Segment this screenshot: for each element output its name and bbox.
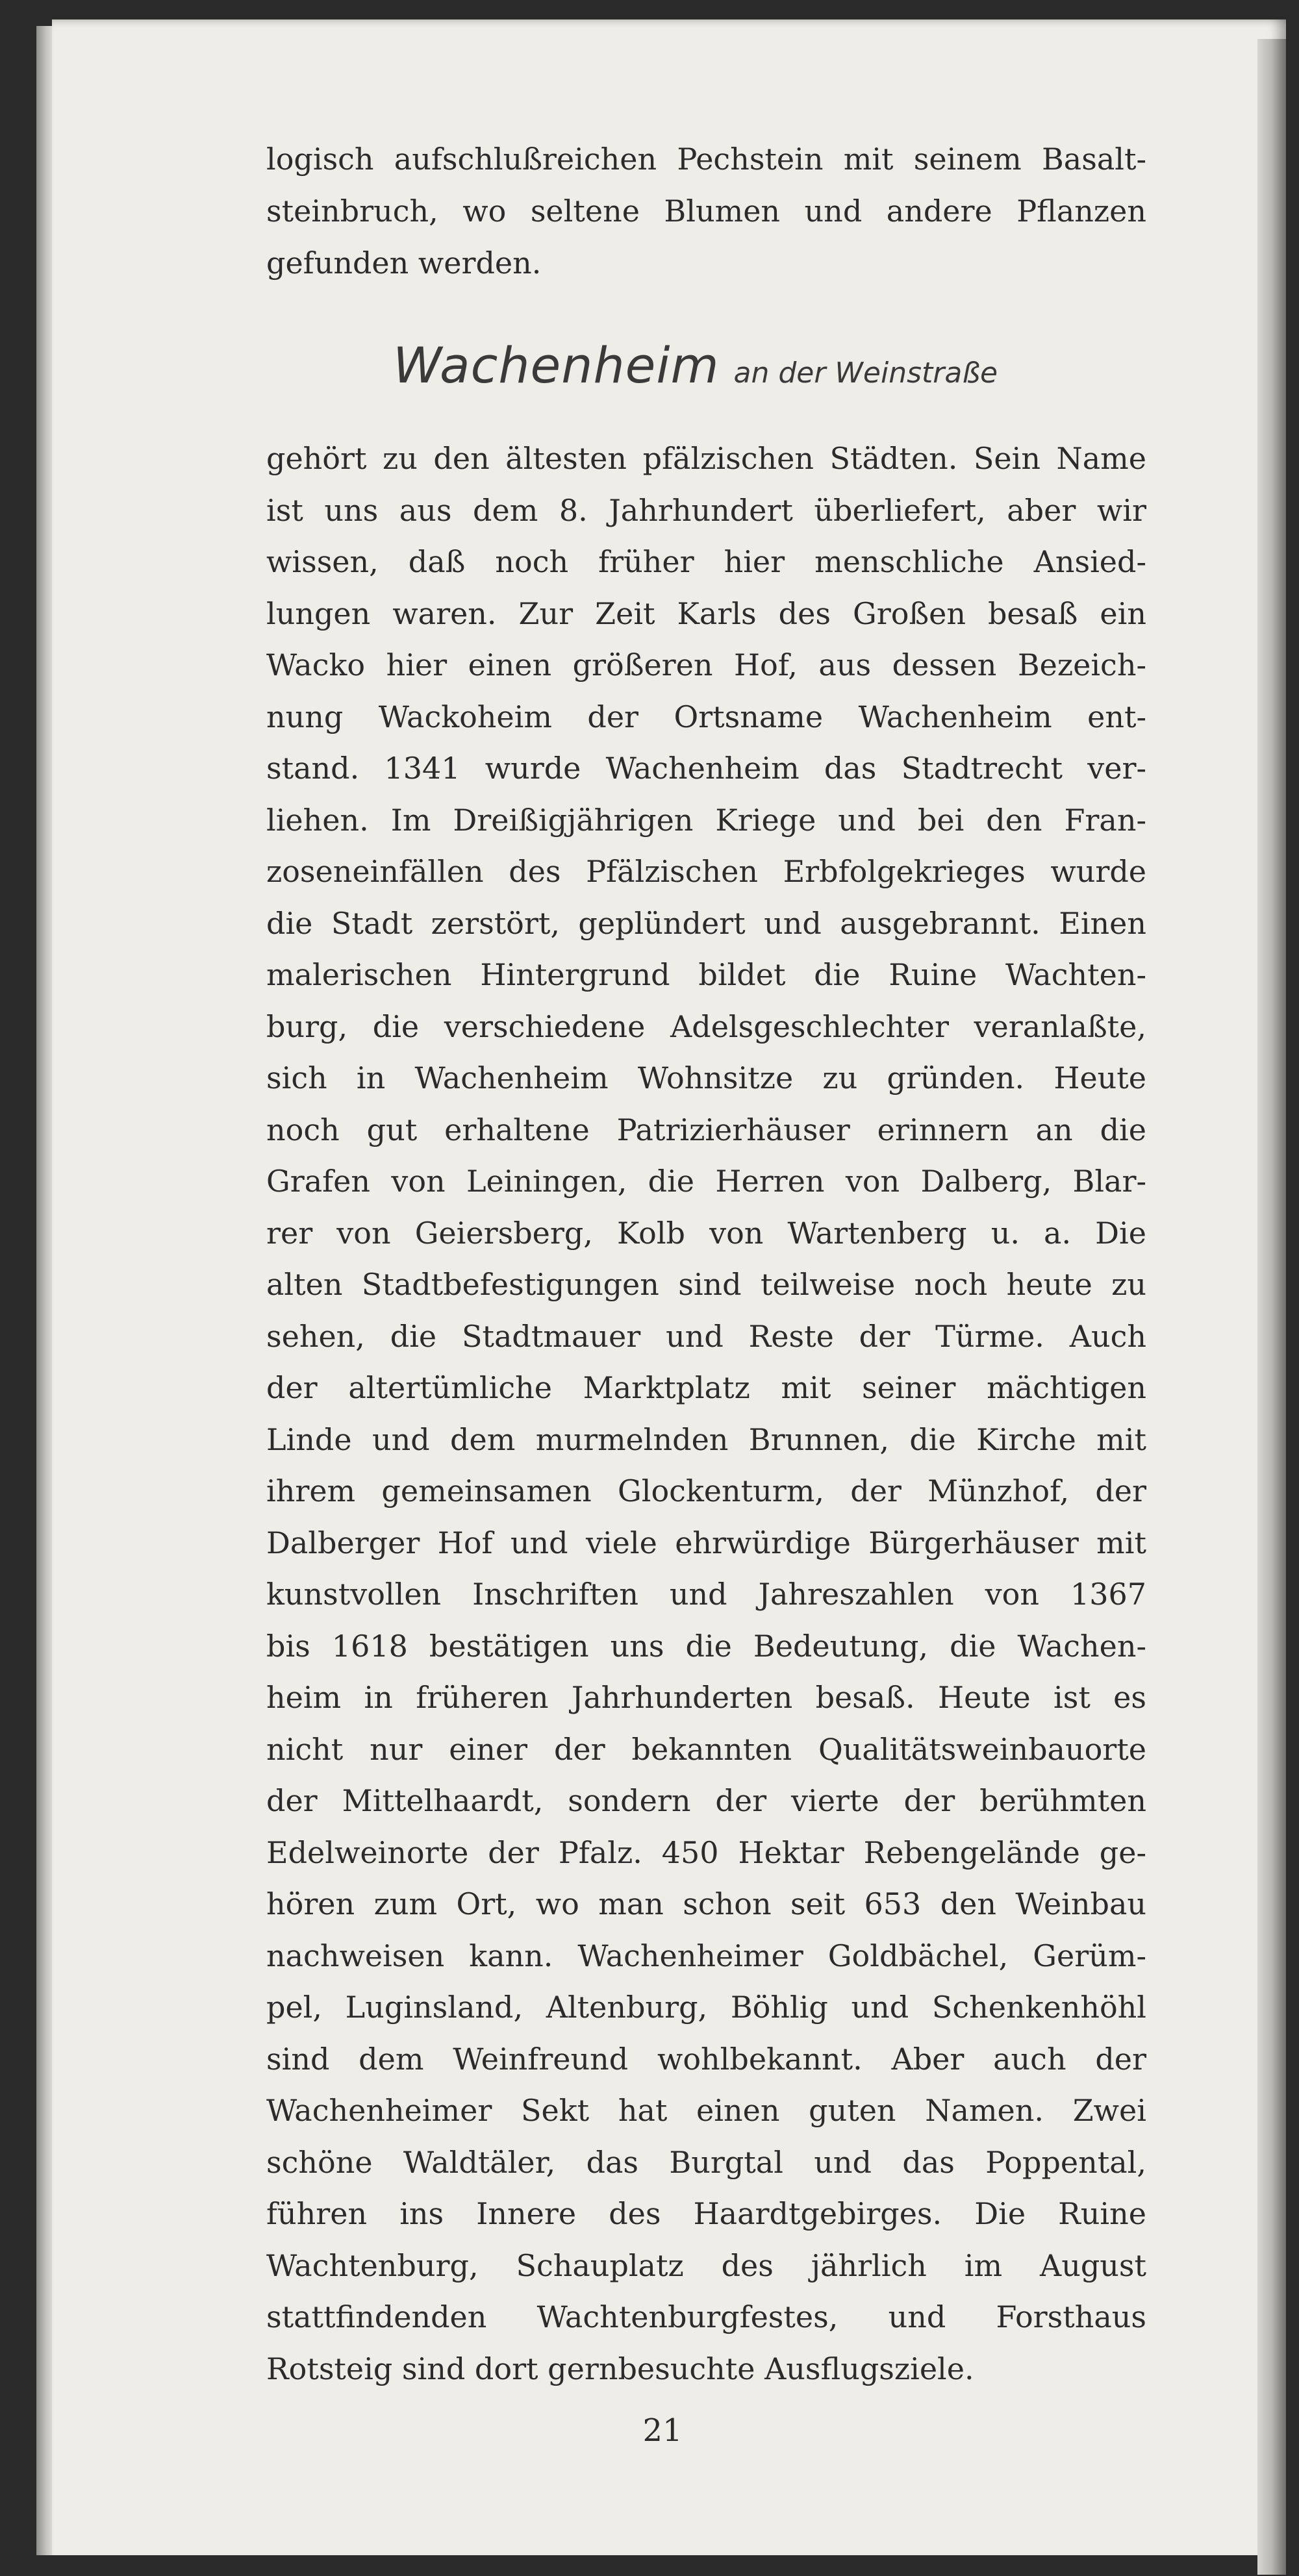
intro-line: logisch aufschlußreichen Pechstein mit seinem Basalt-: [266, 142, 1146, 177]
body-line: wissen, daß noch früher hier menschliche Ansied-: [266, 544, 1146, 579]
body-line: nachweisen kann. Wachenheimer Goldbächel, Gerüm-: [266, 1938, 1146, 1973]
body-line: der altertümliche Marktplatz mit seiner mächtigen: [266, 1370, 1146, 1405]
body-line: stattfindenden Wachtenburgfestes, und Forsthaus: [266, 2299, 1146, 2334]
body-line: der Mittelhaardt, sondern der vierte der berühmten: [266, 1783, 1146, 1818]
intro-paragraph: [266, 133, 1146, 289]
body-line: Linde und dem murmelnden Brunnen, die Kirche mit: [266, 1421, 1146, 1457]
body-line: sehen, die Stadtmauer und Reste der Türme. Auch: [266, 1318, 1146, 1354]
body-line: ihrem gemeinsamen Glockenturm, der Münzhof, der: [266, 1473, 1146, 1508]
body-line: malerischen Hintergrund bildet die Ruine Wachten-: [266, 957, 1146, 992]
section-heading: [393, 336, 1172, 394]
body-line: liehen. Im Dreißigjährigen Kriege und bei den Fran-: [266, 802, 1146, 838]
body-line: lungen waren. Zur Zeit Karls des Großen besaß ein: [266, 595, 1146, 631]
body-line: zoseneinfällen des Pfälzischen Erbfolgekrieges wurde: [266, 854, 1146, 889]
page-number: 21: [642, 2412, 683, 2449]
body-line: nung Wackoheim der Ortsname Wachenheim ent-: [266, 699, 1146, 734]
body-line: noch gut erhaltene Patrizierhäuser erinnern an die: [266, 1112, 1146, 1147]
body-line: nicht nur einer der bekannten Qualitätsweinbauorte: [266, 1731, 1146, 1767]
page-edge-right: [1257, 39, 1286, 2575]
body-line: schöne Waldtäler, das Burgtal und das Poppental,: [266, 2144, 1146, 2180]
body-line: sich in Wachenheim Wohnsitze zu gründen. Heute: [266, 1060, 1146, 1095]
body-line: Edelweinorte der Pfalz. 450 Hektar Rebengelände ge-: [266, 1834, 1146, 1870]
body-line: pel, Luginsland, Altenburg, Böhlig und Schenkenhöhl: [266, 1990, 1146, 2025]
body-line: gehört zu den ältesten pfälzischen Städten. Sein Name: [266, 441, 1146, 476]
body-line: führen ins Innere des Haardtgebirges. Die Ruine: [266, 2196, 1146, 2231]
heading-subtitle: an der Weinstraße: [733, 356, 998, 390]
body-line: die Stadt zerstört, geplündert und ausgebrannt. Einen: [266, 905, 1146, 941]
body-line: sind dem Weinfreund wohlbekannt. Aber auch der: [266, 2041, 1146, 2077]
body-line: alten Stadtbefestigungen sind teilweise noch heute zu: [266, 1267, 1146, 1302]
body-line: Wachtenburg, Schauplatz des jährlich im August: [266, 2247, 1146, 2283]
intro-line: steinbruch, wo seltene Blumen und andere Pflanzen: [266, 194, 1146, 229]
body-line: Dalberger Hof und viele ehrwürdige Bürgerhäuser mit: [266, 1525, 1146, 1560]
body-line: Wachenheimer Sekt hat einen guten Namen. Zwei: [266, 2093, 1146, 2128]
body-line: ist uns aus dem 8. Jahrhundert überliefert, aber wir: [266, 492, 1146, 528]
body-paragraph: [266, 433, 1146, 2395]
body-line: burg, die verschiedene Adelsgeschlechter veranlaßte,: [266, 1008, 1146, 1044]
intro-line: gefunden werden.: [266, 245, 542, 281]
body-line: Wacko hier einen größeren Hof, aus dessen Bezeich-: [266, 647, 1146, 682]
body-line: kunstvollen Inschriften und Jahreszahlen von 1367: [266, 1577, 1146, 1612]
body-line: hören zum Ort, wo man schon seit 653 den Weinbau: [266, 1886, 1146, 1921]
body-line: stand. 1341 wurde Wachenheim das Stadtrecht ver-: [266, 751, 1146, 786]
body-line: rer von Geiersberg, Kolb von Wartenberg u. a. Die: [266, 1215, 1146, 1251]
body-line: Rotsteig sind dort gernbesuchte Ausflugsziele.: [266, 2351, 974, 2386]
body-line: Grafen von Leiningen, die Herren von Dalberg, Blar-: [266, 1164, 1146, 1199]
body-line: heim in früheren Jahrhunderten besaß. Heute ist es: [266, 1680, 1146, 1715]
body-line: bis 1618 bestätigen uns die Bedeutung, die Wachen-: [266, 1628, 1146, 1664]
heading-title: Wachenheim: [393, 336, 720, 394]
